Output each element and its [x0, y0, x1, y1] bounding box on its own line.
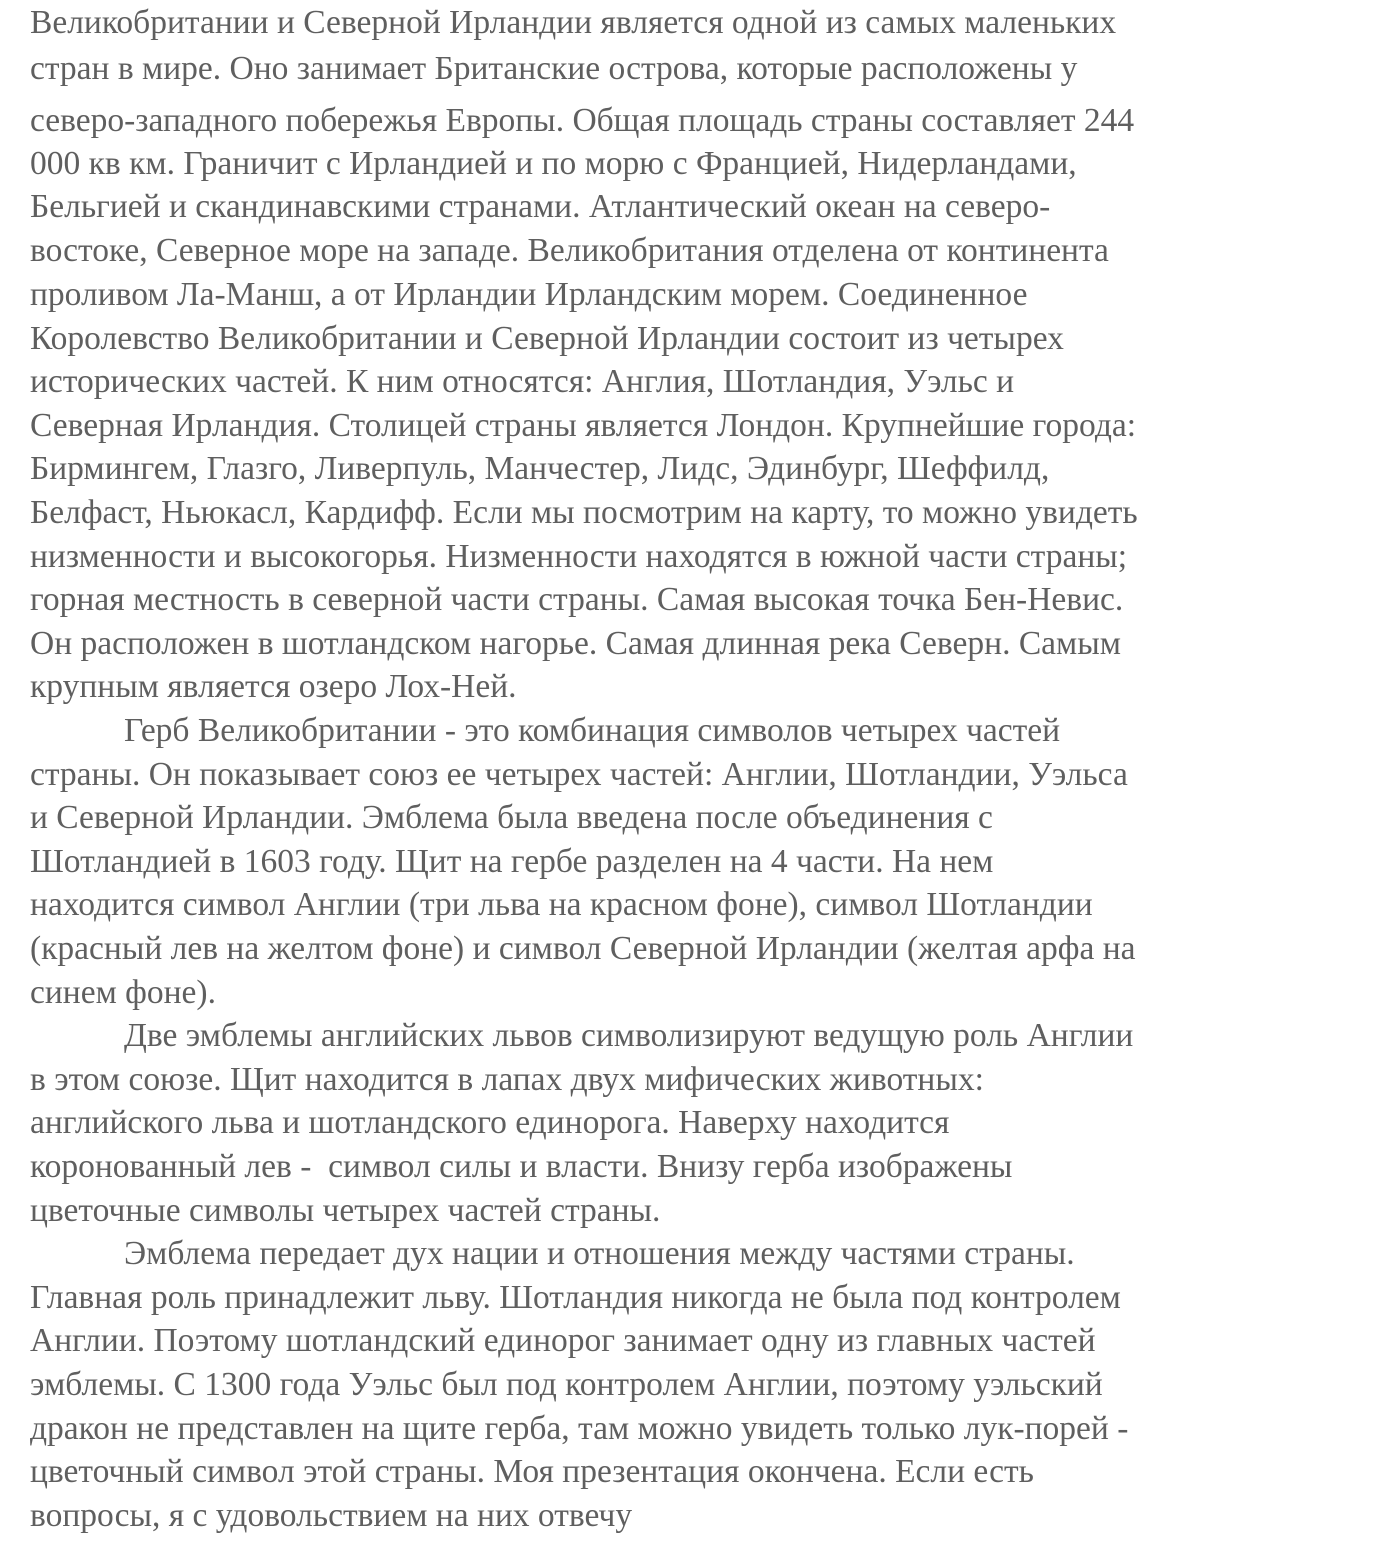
text-line: Бельгией и скандинавскими странами. Атлантический океан на северо-: [30, 188, 1051, 225]
text-line: северо-западного побережья Европы. Общая площадь страны составляет 244: [30, 102, 1135, 139]
text-line: низменности и высокогорья. Низменности находятся в южной части страны;: [30, 538, 1128, 575]
text-line: крупным является озеро Лох-Ней.: [30, 668, 517, 705]
paragraph-first-line: Герб Великобритании - это комбинация символов четырех частей: [124, 712, 1061, 749]
text-line: синем фоне).: [30, 974, 216, 1011]
text-line: страны. Он показывает союз ее четырех частей: Англии, Шотландии, Уэльса: [30, 756, 1128, 793]
text-line: Северная Ирландия. Столицей страны является Лондон. Крупнейшие города:: [30, 407, 1137, 444]
text-line: проливом Ла-Манш, а от Ирландии Ирландским морем. Соединенное: [30, 276, 1028, 313]
text-line: (красный лев на желтом фоне) и символ Северной Ирландии (желтая арфа на: [30, 930, 1136, 967]
text-line: Он расположен в шотландском нагорье. Самая длинная река Северн. Самым: [30, 625, 1121, 662]
text-line: цветочный символ этой страны. Моя презентация окончена. Если есть: [30, 1453, 1034, 1490]
text-line: горная местность в северной части страны. Самая высокая точка Бен-Невис.: [30, 581, 1124, 618]
text-line: находится символ Англии (три льва на красном фоне), символ Шотландии: [30, 886, 1093, 923]
text-line: Англии. Поэтому шотландский единорог занимает одну из главных частей: [30, 1322, 1096, 1359]
text-line: Великобритании и Северной Ирландии является одной из самых маленьких: [30, 4, 1117, 41]
text-line: востоке, Северное море на западе. Великобритания отделена от континента: [30, 232, 1109, 269]
paragraph-first-line: Две эмблемы английских львов символизируют ведущую роль Англии: [124, 1017, 1134, 1054]
text-line: цветочные символы четырех частей страны.: [30, 1192, 661, 1229]
text-line: Королевство Великобритании и Северной Ирландии состоит из четырех: [30, 320, 1064, 357]
text-line: Бирмингем, Глазго, Ливерпуль, Манчестер, Лидс, Эдинбург, Шеффилд,: [30, 450, 1050, 487]
text-line: вопросы, я с удовольствием на них отвечу: [30, 1497, 633, 1534]
text-line: стран в мире. Оно занимает Британские острова, которые расположены у: [30, 50, 1078, 87]
text-line: коронованный лев - символ силы и власти. Внизу герба изображены: [30, 1148, 1013, 1185]
text-line: английского льва и шотландского единорога. Наверху находится: [30, 1104, 950, 1141]
text-line: Белфаст, Ньюкасл, Кардифф. Если мы посмотрим на карту, то можно увидеть: [30, 494, 1138, 531]
text-line: и Северной Ирландии. Эмблема была введена после объединения с: [30, 799, 993, 836]
text-line: 000 кв км. Граничит с Ирландией и по морю с Францией, Нидерландами,: [30, 145, 1077, 182]
text-line: в этом союзе. Щит находится в лапах двух мифических животных:: [30, 1061, 984, 1098]
text-line: Главная роль принадлежит льву. Шотландия никогда не была под контролем: [30, 1279, 1121, 1316]
paragraph-first-line: Эмблема передает дух нации и отношения между частями страны.: [124, 1235, 1075, 1272]
text-line: исторических частей. К ним относятся: Англия, Шотландия, Уэльс и: [30, 363, 1015, 400]
text-line: дракон не представлен на щите герба, там можно увидеть только лук-порей -: [30, 1410, 1129, 1447]
text-line: эмблемы. С 1300 года Уэльс был под контролем Англии, поэтому уэльский: [30, 1366, 1103, 1403]
text-line: Шотландией в 1603 году. Щит на гербе разделен на 4 части. На нем: [30, 843, 994, 880]
